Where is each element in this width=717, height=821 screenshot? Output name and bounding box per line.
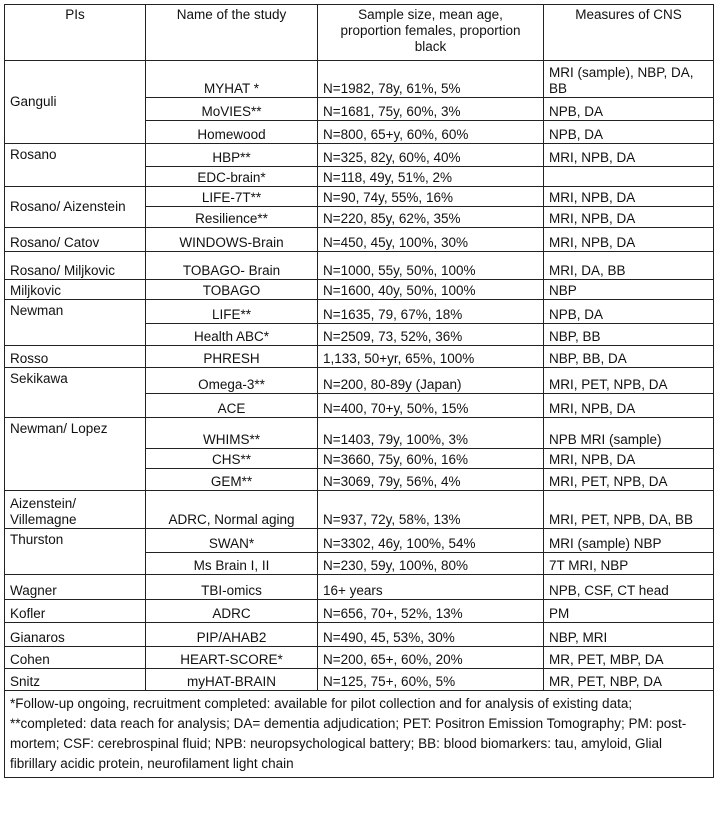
- study-cell: myHAT-BRAIN: [146, 669, 318, 691]
- sample-cell: N=3302, 46y, 100%, 54%: [318, 529, 544, 553]
- cns-cell: NBP: [544, 280, 714, 300]
- header-pis: PIs: [5, 5, 146, 61]
- study-cell: TOBAGO: [146, 280, 318, 300]
- pi-cell: Sekikawa: [5, 368, 146, 418]
- study-cell: MYHAT *: [146, 61, 318, 98]
- study-cell: Health ABC*: [146, 324, 318, 346]
- cns-cell: NBP, MRI: [544, 623, 714, 647]
- study-cell: ADRC, Normal aging: [146, 491, 318, 529]
- pi-cell: Ganguli: [5, 61, 146, 144]
- sample-cell: N=450, 45y, 100%, 30%: [318, 228, 544, 252]
- table-row: [5, 418, 714, 449]
- header-row: [5, 5, 714, 61]
- pi-cell: Aizenstein/ Villemagne: [5, 491, 146, 529]
- cns-cell: MRI, NPB, DA: [544, 187, 714, 207]
- cns-cell: NPB, DA: [544, 121, 714, 144]
- pi-cell: Miljkovic: [5, 280, 146, 300]
- sample-cell: N=2509, 73, 52%, 36%: [318, 324, 544, 346]
- cns-cell: MRI, NPB, DA: [544, 207, 714, 228]
- table-row: [5, 228, 714, 252]
- cns-cell: 7T MRI, NBP: [544, 553, 714, 575]
- sample-cell: N=90, 74y, 55%, 16%: [318, 187, 544, 207]
- study-cell: WINDOWS-Brain: [146, 228, 318, 252]
- table-row: [5, 61, 714, 98]
- cns-cell: PM: [544, 600, 714, 623]
- study-cell: GEM**: [146, 469, 318, 491]
- table-row: [5, 300, 714, 324]
- sample-cell: 1,133, 50+yr, 65%, 100%: [318, 346, 544, 368]
- table-row: [5, 529, 714, 553]
- study-cell: Omega-3**: [146, 368, 318, 394]
- pi-cell: Cohen: [5, 647, 146, 669]
- cns-cell: MRI, PET, NPB, DA, BB: [544, 491, 714, 529]
- pi-cell: Rosano: [5, 144, 146, 187]
- sample-cell: N=125, 75+, 60%, 5%: [318, 669, 544, 691]
- study-cell: PHRESH: [146, 346, 318, 368]
- pi-cell: Rosano/ Miljkovic: [5, 252, 146, 280]
- sample-cell: N=400, 70+y, 50%, 15%: [318, 394, 544, 418]
- table-row: [5, 669, 714, 691]
- cns-cell: NBP, BB: [544, 324, 714, 346]
- table-row: [5, 280, 714, 300]
- studies-table: [4, 4, 714, 778]
- table-row: [5, 491, 714, 529]
- pi-cell: Rosano/ Catov: [5, 228, 146, 252]
- pi-cell: Kofler: [5, 600, 146, 623]
- study-cell: Resilience**: [146, 207, 318, 228]
- cns-cell: NPB, DA: [544, 98, 714, 121]
- sample-cell: N=3660, 75y, 60%, 16%: [318, 449, 544, 469]
- table-row: [5, 647, 714, 669]
- cns-cell: MRI, DA, BB: [544, 252, 714, 280]
- pi-cell: Newman/ Lopez: [5, 418, 146, 491]
- sample-cell: N=1681, 75y, 60%, 3%: [318, 98, 544, 121]
- header-study-name: Name of the study: [146, 5, 318, 61]
- footnote: *Follow-up ongoing, recruitment completed: available for pilot collection and for analysis of existing data; **completed: data reach for analysis; DA= dementia adjudication; PET: Positron Emission Tomography; PM: post-mortem; CSF: cerebrospinal fluid; NPB: neuropsychological battery; BB: blood biomarkers: tau, amyloid, Glial fibrillary acidic protein, neurofilament light chain: [5, 691, 714, 778]
- pi-cell: Gianaros: [5, 623, 146, 647]
- sample-cell: N=1000, 55y, 50%, 100%: [318, 252, 544, 280]
- cns-cell: NPB, CSF, CT head: [544, 575, 714, 600]
- cns-cell: MRI (sample) NBP: [544, 529, 714, 553]
- pi-cell: Wagner: [5, 575, 146, 600]
- table-row: [5, 575, 714, 600]
- table-row: [5, 144, 714, 167]
- pi-cell: Newman: [5, 300, 146, 346]
- study-cell: LIFE-7T**: [146, 187, 318, 207]
- table-row: [5, 187, 714, 207]
- table-row: [5, 600, 714, 623]
- cns-cell: NPB, DA: [544, 300, 714, 324]
- sample-cell: N=490, 45, 53%, 30%: [318, 623, 544, 647]
- study-cell: PIP/AHAB2: [146, 623, 318, 647]
- study-cell: LIFE**: [146, 300, 318, 324]
- sample-cell: N=325, 82y, 60%, 40%: [318, 144, 544, 167]
- cns-cell: NPB MRI (sample): [544, 418, 714, 449]
- sample-cell: N=656, 70+, 52%, 13%: [318, 600, 544, 623]
- footnote-row: [5, 691, 714, 778]
- study-cell: TOBAGO- Brain: [146, 252, 318, 280]
- cns-cell: MR, PET, NBP, DA: [544, 669, 714, 691]
- pi-cell: Snitz: [5, 669, 146, 691]
- cns-cell: MRI, NPB, DA: [544, 228, 714, 252]
- pi-cell: Rosano/ Aizenstein: [5, 187, 146, 228]
- cns-cell: MR, PET, MBP, DA: [544, 647, 714, 669]
- table-row: [5, 368, 714, 394]
- cns-cell: MRI, NPB, DA: [544, 394, 714, 418]
- sample-cell: N=200, 80-89y (Japan): [318, 368, 544, 394]
- sample-cell: N=1635, 79, 67%, 18%: [318, 300, 544, 324]
- pi-cell: Rosso: [5, 346, 146, 368]
- study-cell: ADRC: [146, 600, 318, 623]
- cns-cell: NBP, BB, DA: [544, 346, 714, 368]
- study-cell: Homewood: [146, 121, 318, 144]
- table-row: [5, 346, 714, 368]
- cns-cell: MRI, PET, NPB, DA: [544, 469, 714, 491]
- cns-cell: MRI, NPB, DA: [544, 144, 714, 167]
- study-cell: TBI-omics: [146, 575, 318, 600]
- sample-cell: 16+ years: [318, 575, 544, 600]
- study-cell: EDC-brain*: [146, 167, 318, 187]
- header-sample: Sample size, mean age, proportion females, proportion black: [318, 5, 544, 61]
- sample-cell: N=3069, 79y, 56%, 4%: [318, 469, 544, 491]
- table-row: [5, 623, 714, 647]
- table-row: [5, 252, 714, 280]
- study-cell: MoVIES**: [146, 98, 318, 121]
- sample-cell: N=800, 65+y, 60%, 60%: [318, 121, 544, 144]
- study-cell: WHIMS**: [146, 418, 318, 449]
- sample-cell: N=220, 85y, 62%, 35%: [318, 207, 544, 228]
- pi-cell: Thurston: [5, 529, 146, 575]
- study-cell: ACE: [146, 394, 318, 418]
- cns-cell: MRI (sample), NBP, DA, BB: [544, 61, 714, 98]
- sample-cell: N=1403, 79y, 100%, 3%: [318, 418, 544, 449]
- sample-cell: N=200, 65+, 60%, 20%: [318, 647, 544, 669]
- header-cns: Measures of CNS: [544, 5, 714, 61]
- cns-cell: MRI, PET, NPB, DA: [544, 368, 714, 394]
- study-cell: HBP**: [146, 144, 318, 167]
- cns-cell: MRI, NPB, DA: [544, 449, 714, 469]
- sample-cell: N=118, 49y, 51%, 2%: [318, 167, 544, 187]
- sample-cell: N=937, 72y, 58%, 13%: [318, 491, 544, 529]
- sample-cell: N=1600, 40y, 50%, 100%: [318, 280, 544, 300]
- sample-cell: N=230, 59y, 100%, 80%: [318, 553, 544, 575]
- study-cell: HEART-SCORE*: [146, 647, 318, 669]
- sample-cell: N=1982, 78y, 61%, 5%: [318, 61, 544, 98]
- study-cell: SWAN*: [146, 529, 318, 553]
- cns-cell: [544, 167, 714, 187]
- study-cell: CHS**: [146, 449, 318, 469]
- study-cell: Ms Brain I, II: [146, 553, 318, 575]
